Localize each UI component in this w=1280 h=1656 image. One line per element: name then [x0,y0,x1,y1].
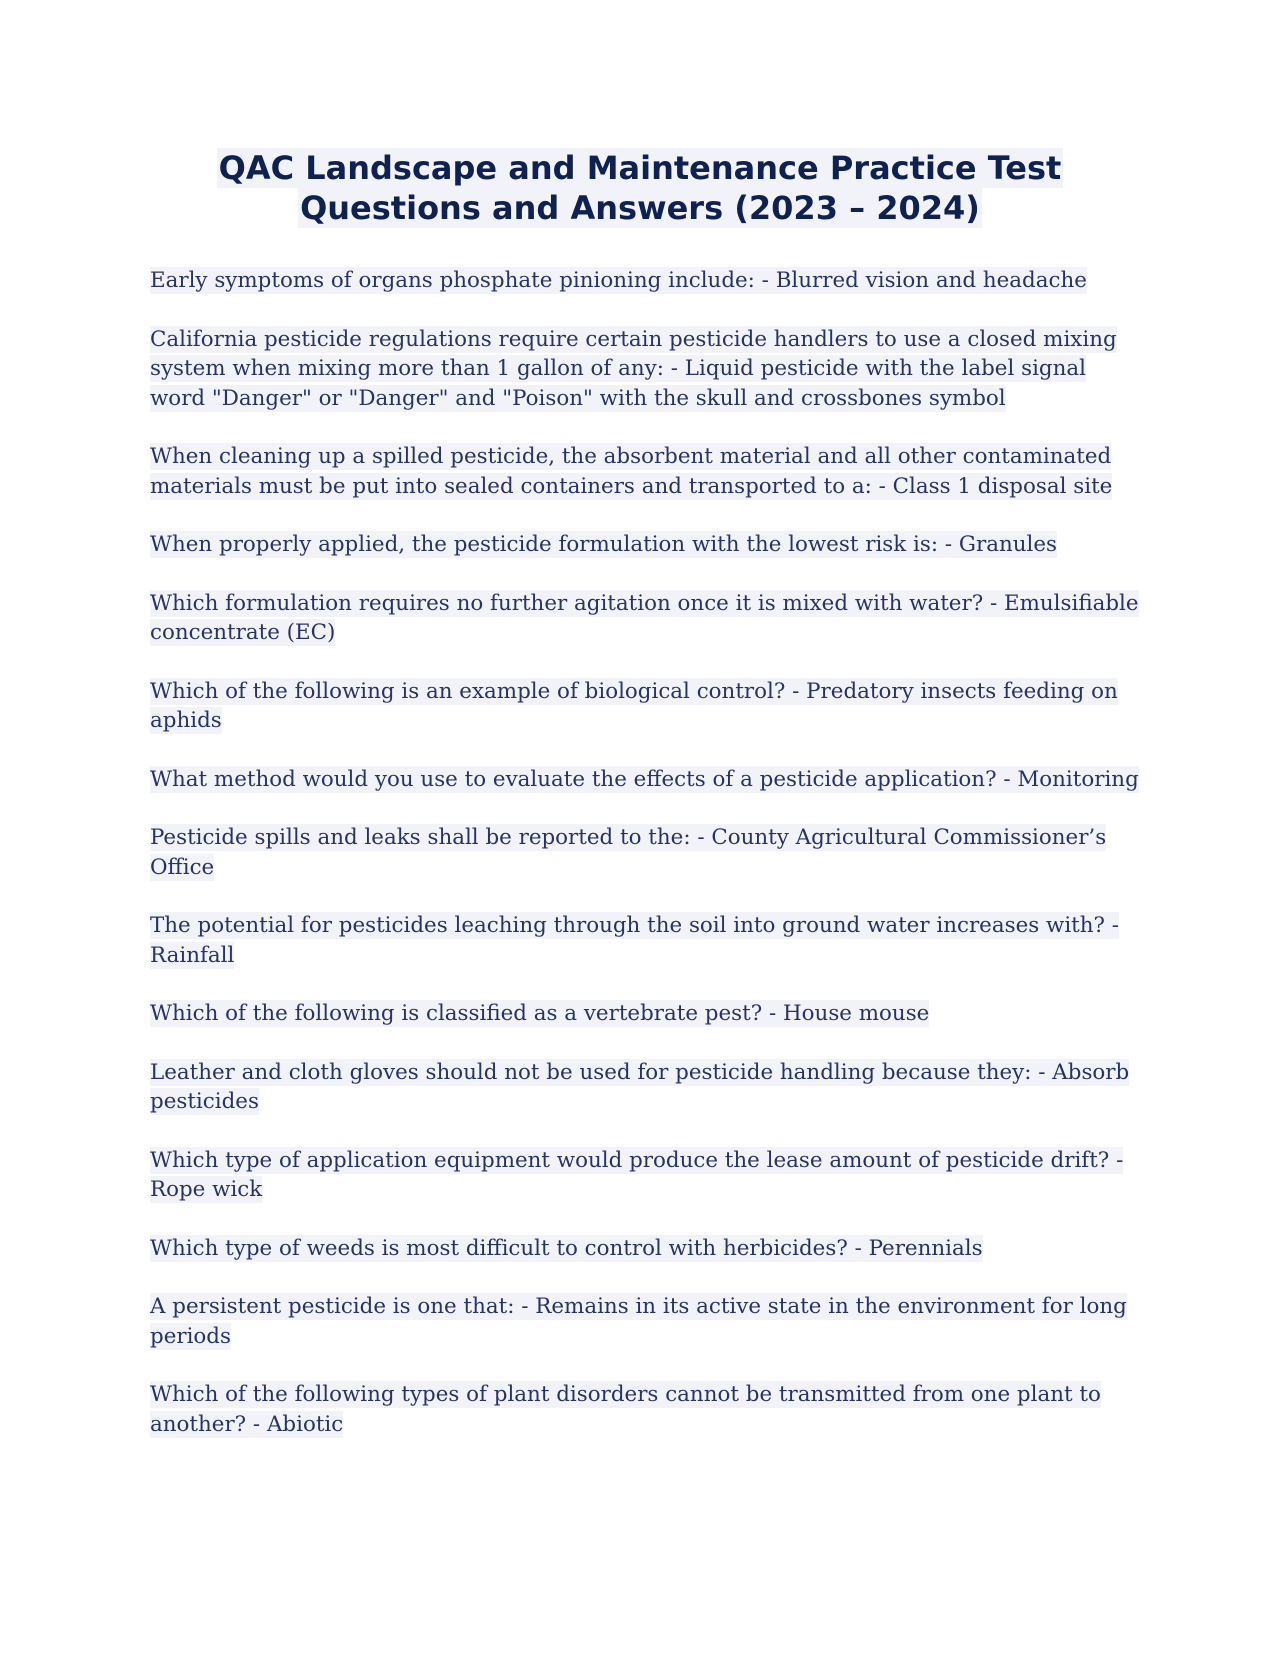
qa-item [150,589,1140,648]
qa-item-text: Leather and cloth gloves should not be used for pesticide handling because they: - Absorb pesticides [150,1059,1130,1114]
qa-item [150,325,1140,414]
qa-item [150,1292,1140,1351]
qa-item [150,1380,1140,1439]
qa-item-text: When properly applied, the pesticide formulation with the lowest risk is: - Granules [150,532,1057,557]
qa-item-text: Which type of weeds is most difficult to control with herbicides? - Perennials [150,1235,983,1261]
qa-item-text: Which type of application equipment would produce the lease amount of pesticide drift? - Rope wick [150,1147,1124,1202]
qa-list [150,266,1140,1468]
qa-item-text: What method would you use to evaluate the effects of a pesticide application? - Monitoring [150,766,1139,792]
qa-item-text: Pesticide spills and leaks shall be reported to the: - County Agricultural Commissioner’s Office [150,825,1107,880]
qa-item [150,442,1140,501]
qa-item [150,530,1140,560]
qa-item [150,1146,1140,1205]
qa-item [150,999,1140,1029]
qa-item-text: When cleaning up a spilled pesticide, the absorbent material and all other contaminated materials must be put into sealed containers and transported to a: - Class 1 disposal site [150,444,1113,499]
qa-item [150,823,1140,882]
document-title [150,148,1130,228]
qa-item [150,1234,1140,1264]
qa-item-text: A persistent pesticide is one that: - Remains in its active state in the environment for long periods [150,1294,1127,1349]
qa-item [150,1058,1140,1117]
qa-item-text: The potential for pesticides leaching through the soil into ground water increases with? - Rainfall [150,913,1120,968]
qa-item-text: California pesticide regulations require certain pesticide handlers to use a closed mixing system when mixing more than 1 gallon of any: - Liquid pesticide with the label signal word "Danger" or "Danger" and "Poison" with the skull and crossbones symbol [150,326,1117,411]
qa-item [150,677,1140,736]
qa-item-text: Which of the following is an example of biological control? - Predatory insects feeding on aphids [150,678,1118,733]
title-line-1: QAC Landscape and Maintenance Practice Test [218,149,1062,187]
qa-item [150,911,1140,970]
title-line-2: Questions and Answers (2023 – 2024) [300,189,980,227]
qa-item-text: Which of the following is classified as a vertebrate pest? - House mouse [150,1001,930,1026]
qa-item-text: Which of the following types of plant disorders cannot be transmitted from one plant to another? - Abiotic [150,1382,1101,1437]
qa-item-text: Which formulation requires no further agitation once it is mixed with water? - Emulsifiable concentrate (EC) [150,590,1139,645]
qa-item-text: Early symptoms of organs phosphate pinioning include: - Blurred vision and headache [150,268,1087,293]
qa-item [150,765,1140,795]
qa-item [150,266,1140,296]
